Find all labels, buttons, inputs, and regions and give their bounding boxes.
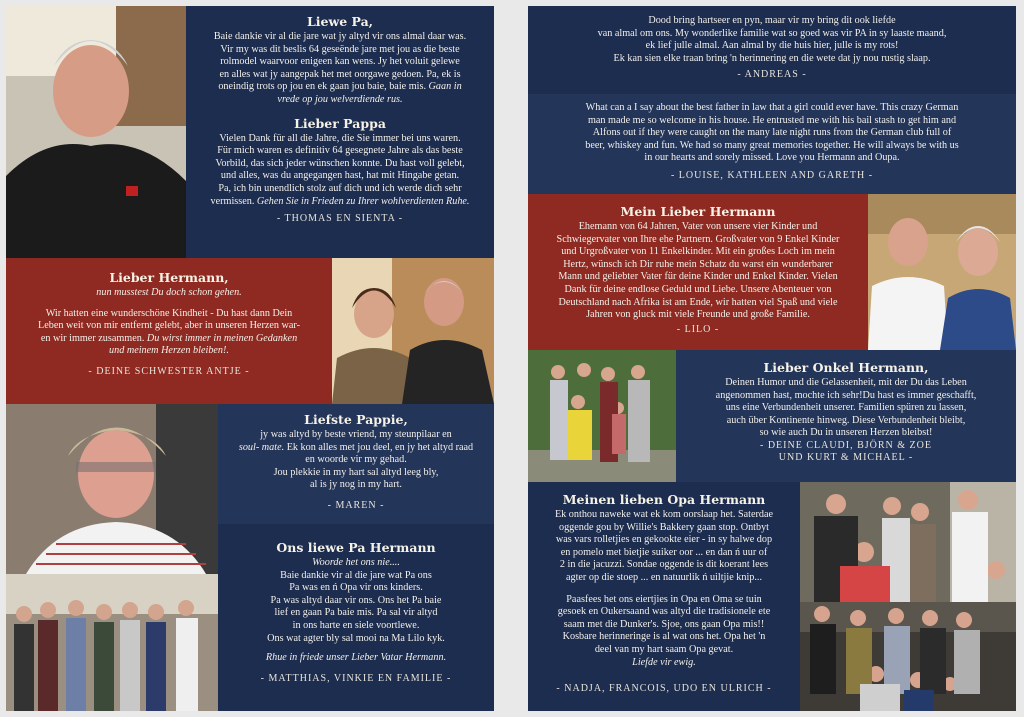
andreas-line: Ek kan sien elke traan bring 'n herinnering en die wete dat jy nou rustig slaap. xyxy=(613,52,931,64)
lieber-pappa-italic: Gehen Sie in Frieden zu Ihrer wohlverdienten Ruhe. xyxy=(256,195,470,207)
signature-maren: - MAREN - xyxy=(224,500,488,511)
mein-lieber-line: und Urgroßvater von 11 Enkelkinder. Mit ein großes Loch im mein xyxy=(561,246,835,258)
liefste-pappie-line xyxy=(224,442,488,455)
lieber-onkel-line: so wie auch Du in unseren Herzen bleibst! xyxy=(759,427,933,439)
meinen-lieben-line: oggende gou by Willie's Bakkery gaan stop. Ontbyt xyxy=(558,521,770,533)
meinen-lieben-line: Ek onthou naweke wat ek kom oorslaap het. Saterdae xyxy=(554,509,774,520)
lieber-onkel-line: angenommen hast, mochte ich sehr!Du hast es immer geschafft, xyxy=(715,389,977,401)
liefste-pappie-italic: soul- mate. xyxy=(238,441,285,453)
signature-claudi-bjorn-zoe: - DEINE CLAUDI, BJÖRN & ZOE xyxy=(760,439,932,451)
lieber-pappa-line: Vielen Dank für all die Jahre, die Sie immer bei uns waren. xyxy=(219,132,461,144)
photo-collage-top xyxy=(800,482,1016,602)
lieber-hermann-line: Leben weit von mir entfernt gelebt, aber in unseren Herzen war- xyxy=(37,320,300,332)
ons-liewe-line: Pa was en ń Opa vir ons kinders. xyxy=(289,582,423,594)
lieber-pappa-line: und alles, was du angegangen hast, hat mit Hingabe getan. xyxy=(220,170,460,182)
andreas-message xyxy=(528,6,1016,94)
right-page xyxy=(528,6,1016,711)
liefste-pappie-text: Ek kon alles met jou deel, en jy het altyd raad xyxy=(286,441,474,453)
ons-liewe-closing: Rhue in friede unser Lieber Vatar Hermann. xyxy=(265,652,447,664)
liewe-pa-line: Vir my was dit beslis 64 geseënde jare met jou as die beste xyxy=(220,43,460,55)
liefste-pappie-title: Liefste Pappie, xyxy=(304,412,408,427)
ons-liewe-line: lief en gaan Pa baie mis. Pa sal vir altyd xyxy=(274,607,438,619)
liewe-pa-title: Liewe Pa, xyxy=(306,14,374,29)
andreas-line: ek lief julle almal. Aan almal by die huis hier, julle is my rots! xyxy=(645,40,899,52)
louise-message xyxy=(528,94,1016,194)
liefste-pappie-line: en woorde vir my gehad. xyxy=(305,454,407,466)
mein-lieber-line: Jahren von gluck mit viele Freunde und große Familie. xyxy=(586,309,810,321)
lieber-pappa-line: Vorbild, das sich jeder wünschen konnte. Du hast voll gelebt, xyxy=(215,157,465,169)
louise-line: man made me so welcome in his house. He entrusted me with his bail stash to get him and xyxy=(587,114,957,126)
lieber-hermann-text: en wir immer zusammen. xyxy=(40,332,145,344)
mein-lieber-line: Deutschland nach Afrika ist am Ende, wir hatten viel Spaß und viele xyxy=(558,296,838,308)
photo-hermann-black-shirt xyxy=(6,6,186,258)
lieber-hermann-message xyxy=(6,258,332,404)
lieber-hermann-italic: Du wirst immer in meinen Gedanken xyxy=(146,332,298,344)
ons-liewe-message xyxy=(218,524,494,711)
louise-line: in our hearts and sorely missed. Love you Hermann and Oupa. xyxy=(644,152,900,164)
andreas-line: Dood bring hartseer en pyn, maar vir my bring dit ook liefde xyxy=(648,15,896,26)
lieber-onkel-message xyxy=(676,350,1016,482)
photo-collage-bottom xyxy=(800,602,1016,711)
left-page xyxy=(6,6,494,711)
meinen-lieben-line: agter op die stoep ... en natuurlik ń uiltjie knip... xyxy=(565,571,763,583)
andreas-line: van almal om ons. My wonderlike familie wat so goed was vir PA in sy laaste maand, xyxy=(597,27,947,39)
liewe-pa-italic-line: vrede op jou welverdiende rus. xyxy=(277,93,403,105)
signature-thomas-sienta: - THOMAS EN SIENTA - xyxy=(194,213,486,224)
ons-liewe-line: Baie dankie vir al die jare wat Pa ons xyxy=(280,569,432,581)
ons-liewe-title: Ons liewe Pa Hermann xyxy=(276,540,436,555)
liewe-pa-text: oneindig trots op jou en ek gaan jou baie, baie mis. xyxy=(218,81,426,93)
photo-couple xyxy=(332,258,494,404)
signature-louise: - LOUISE, KATHLEEN AND GARETH - xyxy=(532,170,1012,181)
signature-kurt-michael: UND KURT & MICHAEL - xyxy=(778,451,914,463)
lieber-hermann-subtitle: nun musstest Du doch schon gehen. xyxy=(96,287,242,298)
lieber-onkel-title: Lieber Onkel Hermann, xyxy=(763,360,929,375)
meinen-lieben-line: saam met die Dunker's. Sjoe, ons gaan Opa mis!! xyxy=(563,618,765,630)
liefste-pappie-line: al is jy nog in my hart. xyxy=(310,479,402,491)
signature-nadja-francois: - NADJA, FRANCOIS, UDO EN ULRICH - xyxy=(532,683,796,694)
lieber-pappa-text: vermissen. xyxy=(210,195,255,207)
ons-liewe-line: Ons wat agter bly sal mooi na Ma Lilo kyk. xyxy=(267,632,445,644)
signature-matthias-vinkie: - MATTHIAS, VINKIE EN FAMILIE - xyxy=(224,673,488,684)
lieber-pappa-line: Für mich waren es definitiv 64 gesegnete Jahre als das beste xyxy=(217,145,463,157)
meinen-lieben-title: Meinen lieben Opa Hermann xyxy=(562,492,766,507)
meinen-lieben-line: gesoek en Oukersaand was altyd die tradisionele ete xyxy=(557,606,771,618)
lieber-pappa-line: Pa, ich bin unendlich stolz auf dich und ich werde dich sehr xyxy=(218,182,462,194)
louise-line: Alfons out if they were caught on the many late night runs from the German club full of xyxy=(592,127,952,139)
lieber-hermann-title: Lieber Hermann, xyxy=(109,270,229,285)
photo-family-group xyxy=(528,350,676,482)
liefste-pappie-message xyxy=(218,404,494,524)
liewe-pa-line: en alles wat jy aangepak het met oorgawe gedoen. Pa, ek is xyxy=(219,68,461,80)
mein-lieber-line: Schwiegervater von Ihre ehe Partnern. Großvater von 9 Enkel Kinder xyxy=(556,233,840,245)
liewe-pa-message xyxy=(186,6,494,258)
liewe-pa-line: rolmodel waarvoor enigeen kan wens. Jy het voluit gelewe xyxy=(220,56,460,68)
louise-line: beer, whiskey and fun. We had so many great memories together. He will always be with us xyxy=(585,139,959,151)
photo-elderly-couple xyxy=(868,194,1016,350)
signature-andreas: - ANDREAS - xyxy=(532,69,1012,80)
signature-lilo: - LILO - xyxy=(532,324,864,335)
lieber-pappa-title: Lieber Pappa xyxy=(294,115,386,131)
mein-lieber-line: Hertz, wünsch ich Dir ruhe mein Schatz du warst ein wunderbarer xyxy=(563,258,833,270)
mein-lieber-title: Mein Lieber Hermann xyxy=(620,204,776,219)
liefste-pappie-line: Jou plekkie in my hart sal altyd leeg bly, xyxy=(273,466,439,478)
lieber-pappa-line xyxy=(194,196,486,209)
lieber-hermann-line: Wir hatten eine wunderschöne Kindheit - Du hast dann Dein xyxy=(45,307,293,319)
meinen-lieben-message xyxy=(528,482,800,711)
lieber-onkel-line: auch über Kontinente hinweg. Diese Verbundenheit bleibt, xyxy=(726,414,966,426)
lieber-onkel-line: uns eine Verbundenheit unserer. Familien spüren zu lassen, xyxy=(725,402,967,414)
meinen-lieben-line: deel van my hart saam Opa gevat. xyxy=(594,643,734,655)
liewe-pa-italic: Gaan in xyxy=(428,81,462,93)
meinen-lieben-line: was vars rolletjies en gekookte eier - in sy halwe dop xyxy=(555,534,773,546)
liewe-pa-line xyxy=(194,81,486,94)
liefste-pappie-line: jy was altyd by beste vriend, my steunpilaar en xyxy=(260,429,452,440)
ons-liewe-line: in ons harte en siele voortlewe. xyxy=(292,619,420,631)
mein-lieber-line: Dank für deine endlose Geduld und Liebe. Unsere Abenteuer von xyxy=(564,283,832,295)
lieber-hermann-italic-line: und meinem Herzen bleiben!. xyxy=(109,345,229,357)
signature-schwester-antje: - DEINE SCHWESTER ANTJE - xyxy=(14,366,324,377)
lieber-onkel-line: Deinen Humor und die Gelassenheit, mit der Du das Leben xyxy=(725,377,967,388)
mein-lieber-line: Ehemann von 64 Jahren, Vater von unsere vier Kinder und xyxy=(578,221,818,232)
meinen-lieben-line: Kosbare herinneringe is al wat ons het. Opa het 'n xyxy=(562,631,766,643)
photo-group-men xyxy=(6,574,218,711)
louise-line: What can a I say about the best father in law that a girl could ever have. This crazy German xyxy=(585,102,959,113)
meinen-lieben-closing: Liefde vir ewig. xyxy=(632,656,696,668)
meinen-lieben-line: en pomelo met bietjie suiker oor ... en dan ń uur of xyxy=(560,546,768,558)
ons-liewe-subtitle: Woorde het ons nie.... xyxy=(312,557,400,568)
ons-liewe-line: Pa was altyd daar vir ons. Ons het Pa baie xyxy=(270,594,442,606)
lieber-hermann-line xyxy=(14,333,324,346)
mein-lieber-message xyxy=(528,194,868,350)
photo-hermann-cap xyxy=(6,404,218,574)
mein-lieber-line: Mann und geliebter Vater für deine Kinder und Enkel Kinder. Vielen xyxy=(558,271,838,283)
meinen-lieben-line: Paasfees het ons eiertjies in Opa en Oma se tuin xyxy=(566,593,762,605)
meinen-lieben-line: 2 in die jacuzzi. Sondae oggende is dit koerant lees xyxy=(559,559,769,571)
liewe-pa-line: Baie dankie vir al die jare wat jy altyd vir ons almal daar was. xyxy=(213,31,467,42)
